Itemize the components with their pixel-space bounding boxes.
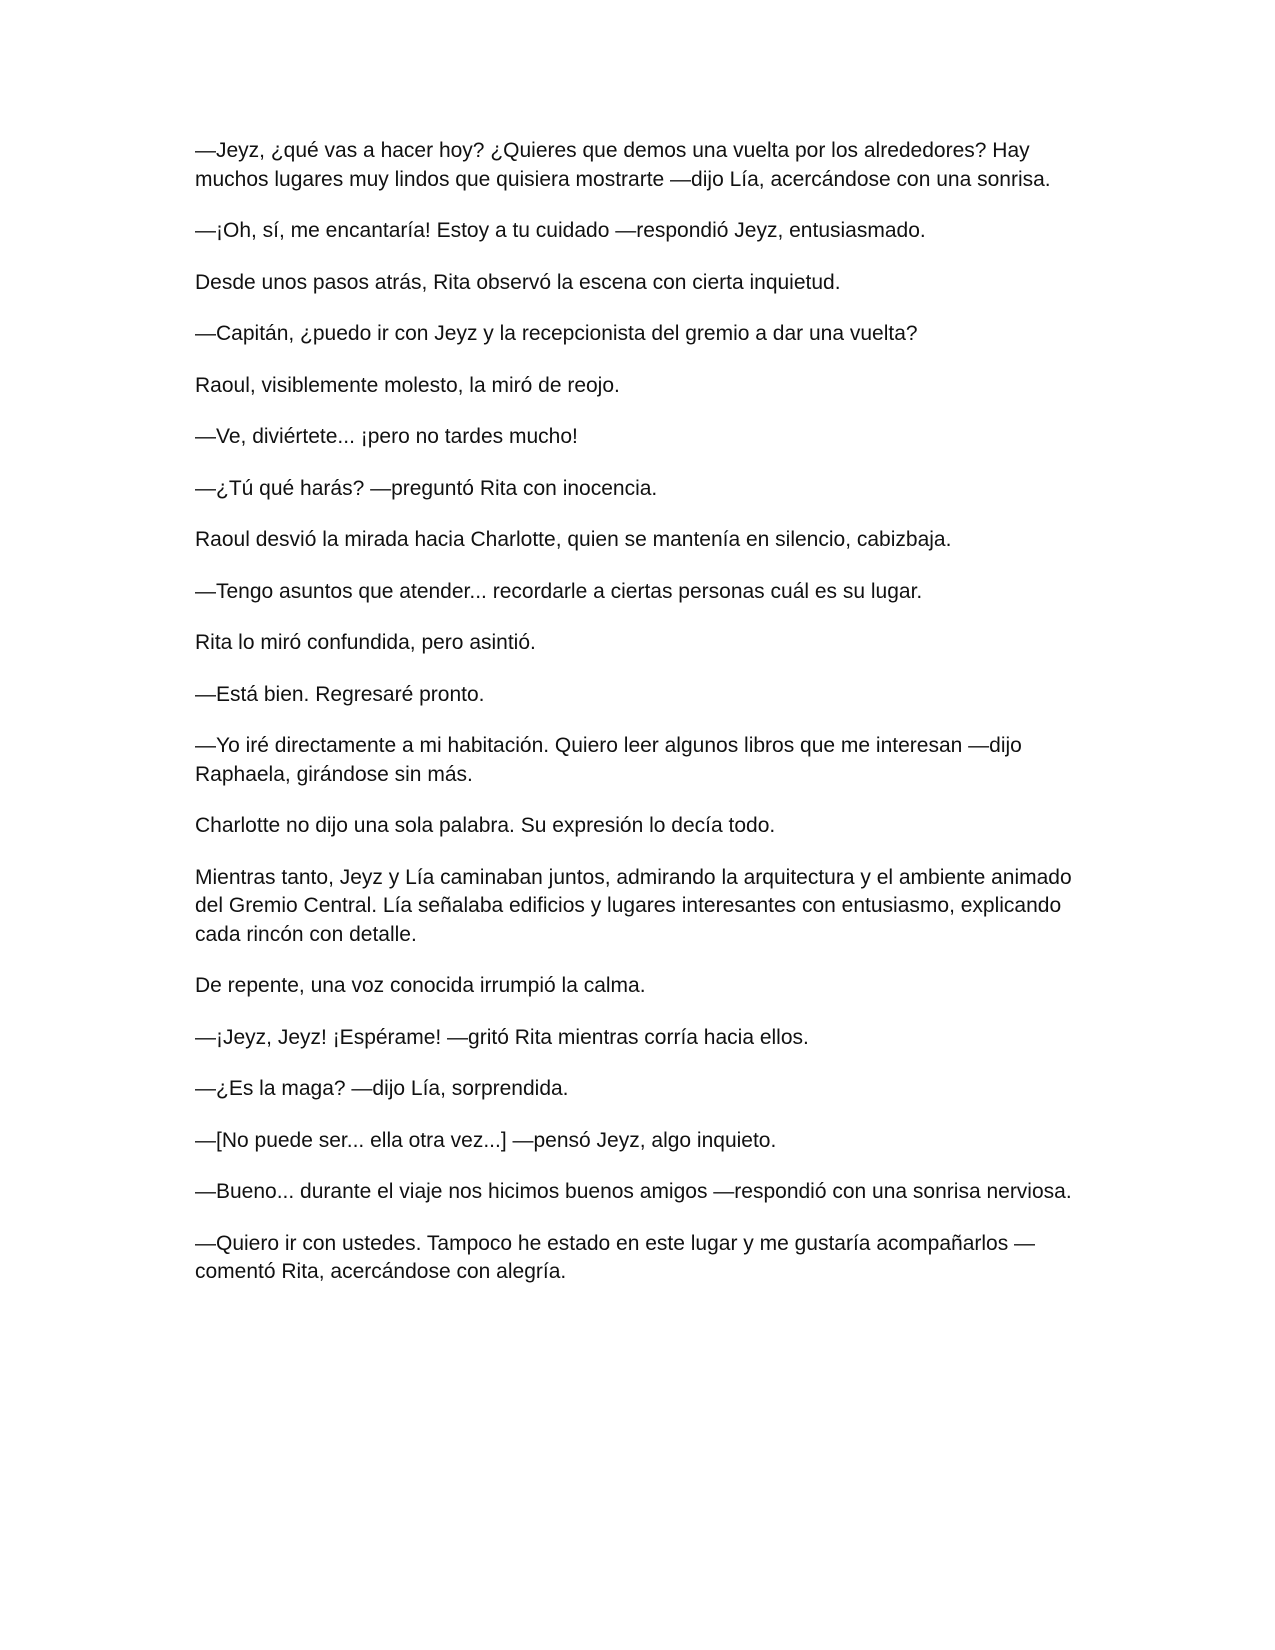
paragraph: Raoul, visiblemente molesto, la miró de reojo. <box>195 373 620 397</box>
paragraph: —Ve, diviértete... ¡pero no tardes mucho! <box>195 425 578 448</box>
paragraph: —Capitán, ¿puedo ir con Jeyz y la recepcionista del gremio a dar una vuelta? <box>195 322 918 345</box>
paragraph: Rita lo miró confundida, pero asintió. <box>195 631 536 654</box>
paragraph: —Bueno... durante el viaje nos hicimos buenos amigos —respondió con una sonrisa nerviosa. <box>195 1180 1072 1203</box>
paragraph: Desde unos pasos atrás, Rita observó la escena con cierta inquietud. <box>195 270 841 294</box>
paragraph: —Quiero ir con ustedes. Tampoco he estado en este lugar y me gustaría acompañarlos —comentó Rita, acercándose con alegría. <box>195 1231 1036 1283</box>
document-body <box>195 137 1090 1310</box>
paragraph: Charlotte no dijo una sola palabra. Su expresión lo decía todo. <box>195 814 776 837</box>
paragraph: —Tengo asuntos que atender... recordarle a ciertas personas cuál es su lugar. <box>195 579 923 603</box>
paragraph: —¿Es la maga? —dijo Lía, sorprendida. <box>195 1077 569 1100</box>
paragraph: —[No puede ser... ella otra vez...] —pensó Jeyz, algo inquieto. <box>195 1128 777 1152</box>
paragraph: —Yo iré directamente a mi habitación. Quiero leer algunos libros que me interesan —dijo Raphaela, girándose sin más. <box>195 734 1022 786</box>
paragraph: —¡Jeyz, Jeyz! ¡Espérame! —gritó Rita mientras corría hacia ellos. <box>195 1025 809 1049</box>
paragraph: De repente, una voz conocida irrumpió la calma. <box>195 974 646 997</box>
paragraph: —Está bien. Regresaré pronto. <box>195 682 485 706</box>
paragraph: Mientras tanto, Jeyz y Lía caminaban juntos, admirando la arquitectura y el ambiente animado del Gremio Central. Lía señalaba edificios y lugares interesantes con entusiasmo, explicando cada rincón con detalle. <box>195 865 1072 946</box>
paragraph: Raoul desvió la mirada hacia Charlotte, quien se mantenía en silencio, cabizbaja. <box>195 528 952 551</box>
paragraph: —¡Oh, sí, me encantaría! Estoy a tu cuidado —respondió Jeyz, entusiasmado. <box>195 219 926 242</box>
paragraph: —¿Tú qué harás? —preguntó Rita con inocencia. <box>195 476 658 500</box>
paragraph: —Jeyz, ¿qué vas a hacer hoy? ¿Quieres que demos una vuelta por los alrededores? Hay muchos lugares muy lindos que quisiera mostrarte —dijo Lía, acercándose con una sonrisa. <box>195 139 1051 191</box>
